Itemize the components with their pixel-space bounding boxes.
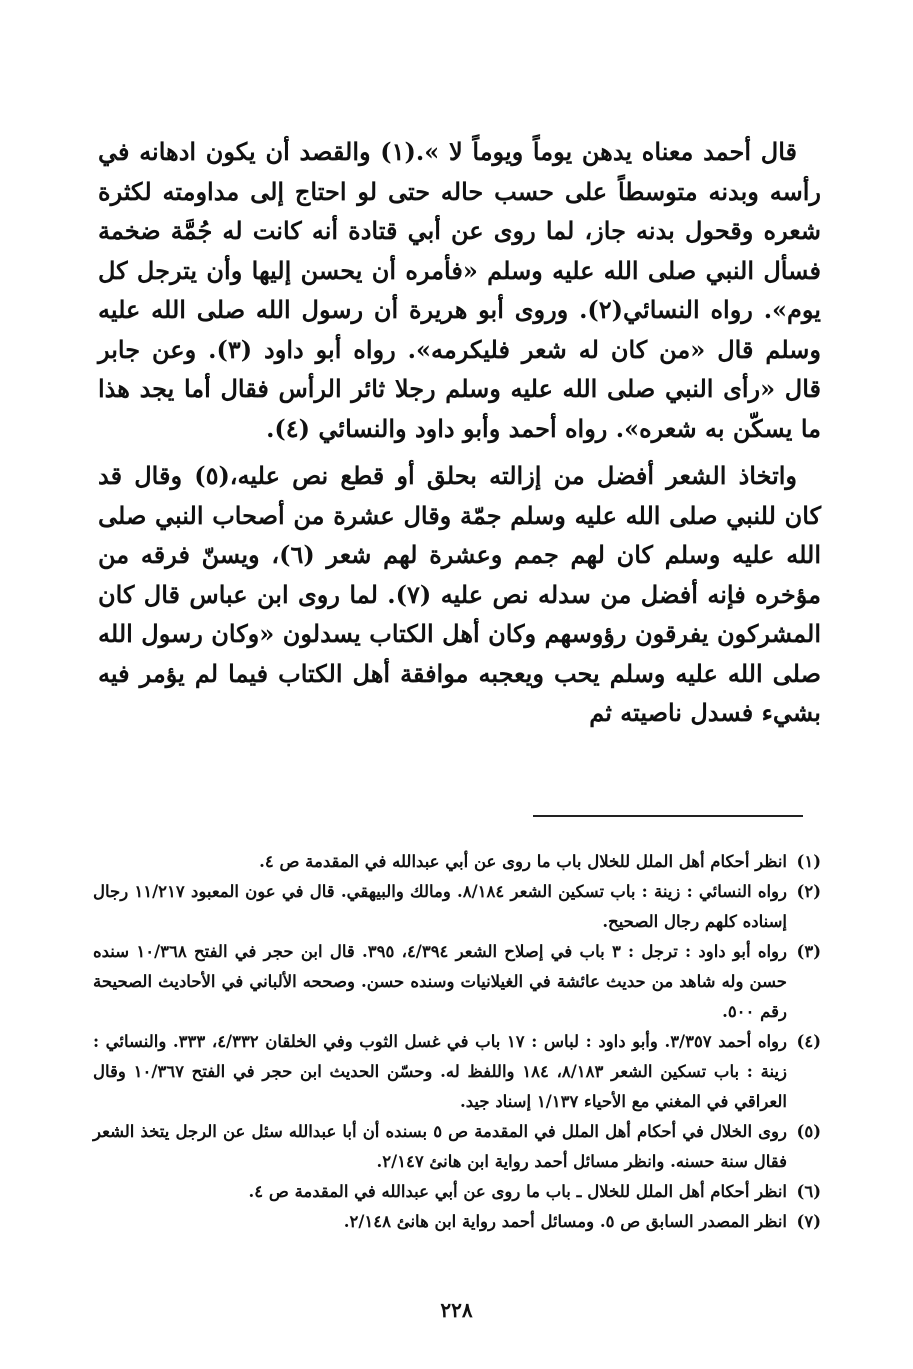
footnote-number: (٧) <box>796 1212 821 1231</box>
footnote-text: روى الخلال في أحكام أهل الملل في المقدمة ص ٥ بسنده أن أبا عبدالله سئل عن الرجل يتخذ الشعر فقال سنة حسنه. وانظر مسائل أحمد رواية ابن هانئ ٢/١٤٧. <box>93 1122 787 1171</box>
footnote-separator <box>533 815 803 817</box>
footnote <box>93 1117 821 1177</box>
footnote-text: انظر المصدر السابق ص ٥. ومسائل أحمد رواية ابن هانئ ٢/١٤٨. <box>343 1212 787 1231</box>
paragraph-keeping-hair: واتخاذ الشعر أفضل من إزالته بحلق أو قطع نص عليه،(٥) وقال قد كان للنبي صلى الله عليه وسلم جمّة وقال عشرة من أصحاب النبي صلى الله عليه وسلم كان لهم جمم وعشرة لهم شعر (٦)، ويسنّ فرقه من مؤخره فإنه أفضل من سدله نص عليه (٧). لما روى ابن عباس قال كان المشركون يفرقون رؤوسهم وكان أهل الكتاب يسدلون «وكان رسول الله صلى الله عليه وسلم يحب ويعجبه موافقة أهل الكتاب فيما لم يؤمر فيه بشيء فسدل ناصيته ثم <box>98 461 821 727</box>
footnote <box>93 937 821 1027</box>
footnote-text: رواه أبو داود : ترجل : ٣ باب في إصلاح الشعر ٤/٣٩٤، ٣٩٥. قال ابن حجر في الفتح ١٠/٣٦٨ سنده حسن وله شاهد من حديث عائشة في الغيلانيات وسنده حسن. وصححه الألباني في الأحاديث الصحيحة رقم ٥٠٠. <box>93 942 787 1021</box>
footnote-text: رواه أحمد ٣/٣٥٧. وأبو داود : لباس : ١٧ باب في غسل الثوب وفي الخلقان ٤/٣٣٢، ٣٣٣. والنسائي : زينة : باب تسكين الشعر ٨/١٨٣، ١٨٤ واللفظ له. وحسّن الحديث ابن حجر في الفتح ١٠/٣٦٧ وقال العراقي في المغني مع الأحياء ١/١٣٧ إسناد جيد. <box>93 1032 788 1111</box>
footnote-number: (٦) <box>796 1182 821 1201</box>
footnote-number: (٣) <box>796 942 821 961</box>
footnote-number: (٥) <box>796 1122 821 1141</box>
paragraph-hair-care: قال أحمد معناه يدهن يوماً ويوماً لا ».(١) والقصد أن يكون ادهانه في رأسه وبدنه متوسطاً على حسب حاله حتى لو احتاج إلى مداومته لكثرة شعره وقحول بدنه جاز، لما روى عن أبي قتادة أنه كانت له جُمَّة ضخمة فسأل النبي صلى الله عليه وسلم «فأمره أن يحسن إليها وأن يترجل كل يوم». رواه النسائي(٢). وروى أبو هريرة أن رسول الله صلى الله عليه وسلم قال «من كان له شعر فليكرمه». رواه أبو داود (٣). وعن جابر قال «رأى النبي صلى الله عليه وسلم رجلا ثائر الرأس فقال أما يجد هذا ما يسكّن به شعره». رواه أحمد وأبو داود والنسائي (٤). <box>98 137 822 443</box>
footnote <box>93 877 821 937</box>
footnote-text: انظر أحكام أهل الملل للخلال باب ما روى عن أبي عبدالله في المقدمة ص ٤. <box>259 852 787 871</box>
footnotes <box>93 847 821 1237</box>
main-text <box>98 132 821 733</box>
footnote-number: (١) <box>796 852 821 871</box>
footnote <box>93 1207 821 1237</box>
page-number: ٢٢٨ <box>440 1298 473 1322</box>
footnote <box>93 847 821 877</box>
footnote-text: رواه النسائي : زينة : باب تسكين الشعر ٨/١٨٤. ومالك والبيهقي. قال في عون المعبود ١١/٢١٧ رجال إسناده كلهم رجال الصحيح. <box>93 882 787 931</box>
footnote-number: (٢) <box>796 882 821 901</box>
footnote <box>93 1177 821 1207</box>
footnote <box>93 1027 821 1117</box>
footnote-text: انظر أحكام أهل الملل للخلال ـ باب ما روى عن أبي عبدالله في المقدمة ص ٤. <box>248 1182 787 1201</box>
footnote-number: (٤) <box>796 1032 821 1051</box>
